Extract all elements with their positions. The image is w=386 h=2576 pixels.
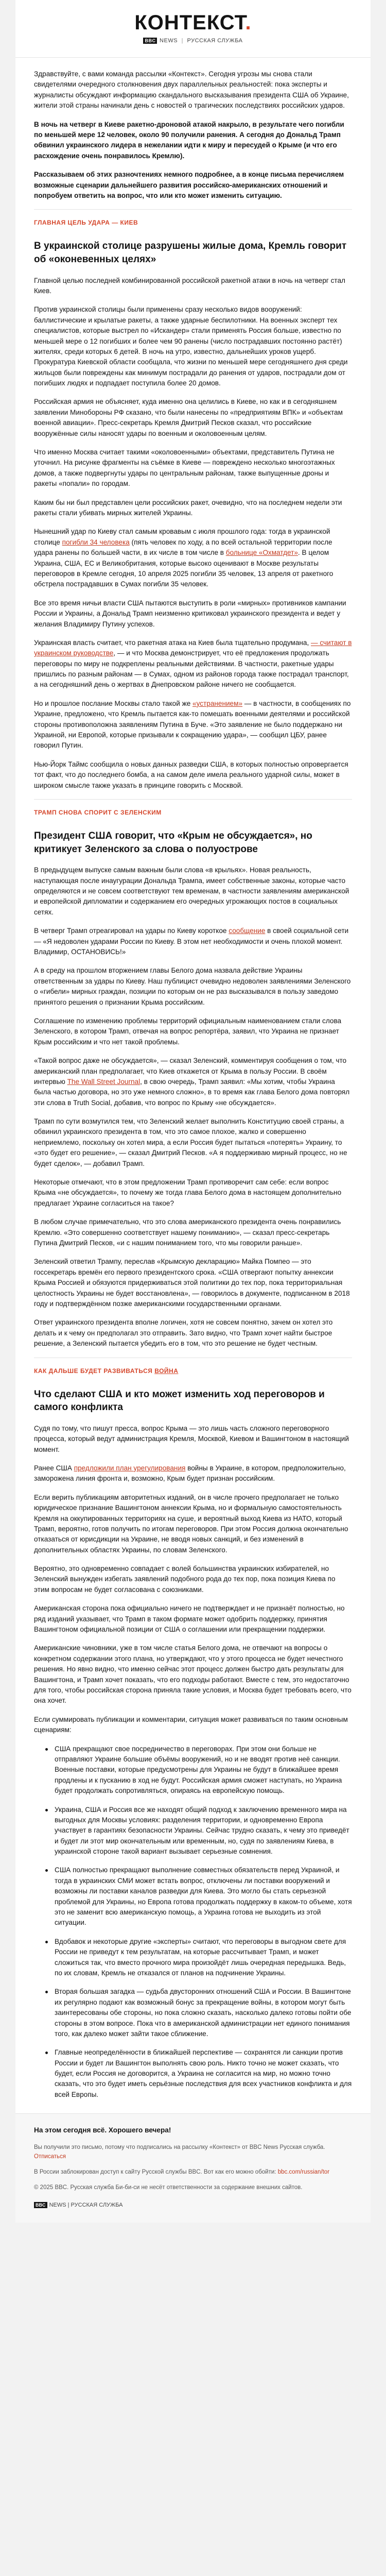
- bbc-service: РУССКАЯ СЛУЖБА: [71, 2201, 123, 2208]
- newsletter: [15, 0, 371, 2223]
- paragraph: Нынешний удар по Киеву стал самым кровавым с июля прошлого года: тогда в украинской столице погибли 34 человека (пять человек по ходу, а по всей остальной территории после удара ранены по большей части, в их числе в том числе в больнице «Охматдет». В целом Украина, США, ЕС и Великобритания, которые высоко оценивают в Москве результаты переговоров в Кремле сегодня, 10 апреля 2025 погибли 35 человек, 13 апреля от ракетного обстрела пострадавших в Сумах погибли 35 человек.: [34, 528, 334, 588]
- bbc-branding: [34, 2202, 352, 2208]
- section-title: В украинской столице разрушены жилые дома, Кремль говорит об «оконевенных целях»: [34, 241, 347, 265]
- section-title: Президент США говорит, что «Крым не обсуждается», но критикует Зеленского за слова о полуострове: [34, 830, 312, 855]
- paragraph: В любом случае примечательно, что это слова американского президента очень понравились Кремлю. «Это совершенно соответствует нашему пониманию», — сказал пресс-секретарь Путина Дмитрий Песков, «и с нашим пониманием того, что мы говорили раньше».: [34, 1218, 341, 1247]
- copyright: © 2025 BBC. Русская служба Би-би-си не несёт ответственности за содержание внешних сайтов.: [34, 2184, 303, 2191]
- article-link[interactable]: — считают в украинском руководстве: [34, 638, 352, 657]
- logo-text: КОНТЕКСТ: [134, 11, 245, 34]
- list-item: Вдобавок и некоторые другие «эксперты» считают, что переговоры в выгодном свете для России не приведут к тем результатам, на которые рассчитывает Трамп, и может сложиться так, что вместо прочного мира произойдёт лишь очередная передышка. Ведь, по их словам, Кремль не отказался от планов на подчинение Украины.: [55, 1937, 352, 1979]
- paragraph: Все это время ничьи власти США пытаются выступить в роли «мирных» противников кампании России и Украины, а Дональд Трамп неизменно критиковал украинского президента и ведет у желания Владимиру Путину успехов.: [34, 599, 346, 628]
- paragraph: Российская армия не объясняет, куда именно она целились в Киеве, но как и в сегодняшнем заявлении Минобороны РФ сказано, что были нанесены по «предприятиям ВПК» и «объектам военной авиации». Пресс-секретарь Кремля Дмитрий Песков сказал, что российские вооружённые силы наносят удары по военным и околовоенным целям.: [34, 398, 343, 437]
- paragraph: Американская сторона пока официально ничего не подтверждает и не признаёт полностью, но ряд изданий указывает, что Трамп в таком формате может одобрить поддержку, принятия Вашингтоном официальной позиции от США о соглашении или прекращении поддержки.: [34, 1604, 345, 1634]
- paragraph: Что именно Москва считает такими «околовоенными» объектами, представитель Путина не уточнил. На рисунке фрагменты на съёмке в Киеве — повреждено несколько многоэтажных домов, а также подвергнуты удары по центральным районам, также выпущенные дроны и ракеты «попали» по городам.: [34, 448, 335, 488]
- section-label: ГЛАВНАЯ ЦЕЛЬ УДАРА — КИЕВ: [34, 219, 138, 227]
- article-link[interactable]: больнице «Охматдет»: [225, 549, 298, 557]
- list-item: Украина, США и Россия все же находят общий подход к заключению временного мира на выгодных для Москвы условиях: разделения территории, и одновременно Европа участвует в гарантиях безопасности Украины. Сейчас трудно сказать, к чему это приведёт и будет ли этот мир окончательным или временным, но, судя по заявлениям Киева, в украинской стороне такой вариант вызывает серьезные сомнения.: [55, 1805, 352, 1857]
- section-label-link[interactable]: ВОЙНА: [154, 1367, 179, 1375]
- bbc-service: РУССКАЯ СЛУЖБА: [187, 38, 243, 44]
- paragraph: А в среду на прошлом вторжением главы Белого дома назвала действие Украины ответственным за удары по Киеву. Наш публицист очевидно недоволен заявлениями Зеленского о «гибели» мирных граждан, позиции по которым он не раз высказывался в пользу заведомо принятого решения о признании Крыма российским.: [34, 967, 351, 1006]
- paragraph: Ранее США предложили план урегулирования войны в Украине, в котором, предположительно, заморожена линия фронта и, возможно, Крым будет признан российским.: [34, 1464, 346, 1483]
- intro-lead: Рассказываем об этих разночтениях немного подробнее, а в конце письма перечисляем возможные сценарии дальнейшего развития российско-американских отношений и попробуем ответить на вопрос, что или кто может изменить ситуацию.: [34, 171, 344, 199]
- masthead: [15, 0, 371, 58]
- logo[interactable]: [134, 11, 251, 35]
- paragraph: Ответ украинского президента вполне логичен, хотя не совсем понятно, зачем он хотел это делать и к чему он предполагал это отправить. Зато видно, что Трамп хочет найти быстрое решение, а Зеленский пытается убедить его в том, что это решение не будет честным.: [34, 1318, 333, 1348]
- paragraph: «Такой вопрос даже не обсуждается», — сказал Зеленский, комментируя сообщения о том, что американский план предполагает, что Киев откажется от Крыма в пользу России. В своём интервью The Wall Street Journal, в свою очередь, Трамп заявил: «Мы хотим, чтобы Украина была частью договора, но это уже немного сложно», в то время как глава Белого дома повторял эти слова в Truth Social, добавив, что вопрос по Крыму «не обсуждается».: [34, 1057, 350, 1107]
- paragraph: Нью-Йорк Таймс сообщила о новых данных разведки США, в которых полностью опровергается тот факт, что до последнего бомба, а на самом деле имела реального ударной силы, может в широком смысле также указать в принципе говорить с Москвой.: [34, 760, 348, 789]
- list-item: США полностью прекращают выполнение совместных обязательств перед Украиной, и тогда в украинских СМИ может встать вопрос, отключены ли поставки вооружений и возможны ли поставки каналов разведки для Киева. Это могло бы стать серьезной проблемой для Украины, но Европа готова продолжать поддержку в каком-то объеме, хотя это не заменит всю американскую помощь, а Украина готова не выходить из этой ситуации.: [55, 1865, 352, 1928]
- article-link[interactable]: погибли 34 человека: [62, 538, 130, 546]
- scenario-list: [34, 1744, 352, 2100]
- paragraph: Зеленский ответил Трампу, переслав «Крымскую декларацию» Майка Помпео — это госсекретарь времён его первого президентского срока. «США отвергают попытку аннексии Крыма Россией и обязуются придерживаться этой политики до тех пор, пока территориальная целостность Украины не будет восстановлена», — говорилось в документе, подписанном в 2018 году и подтверждённом позже американскими государственными органами.: [34, 1258, 350, 1308]
- paragraph: Главной целью последней комбинированной российской ракетной атаки в ночь на четверг стал Киев.: [34, 276, 345, 295]
- paragraph: Некоторые отмечают, что в этом предложении Трамп противоречит сам себе: если вопрос Крыма «не обсуждается», то почему же тогда глава Белого дома в настоящем дополнительно предлагает Украине согласиться на такое?: [34, 1178, 342, 1207]
- paragraph: Соглашение по изменению проблемы территорий официальным наименованием стали слова Зеленского, в котором Трамп, отвечая на вопрос репортёра, заявил, что Украина не признает Крым российским и что нет такой проблемы.: [34, 1016, 342, 1046]
- paragraph: В предыдущем выпуске самым важным были слова «в крыльях». Новая реальность, наступающая после инаугурации Дональда Трампа, имеет собственные законы, которые часто определяются и не совсем соответствуют тем временам, в частности заявлениям американской и европейской дипломатии и содержанием его очередных угрожающих постов в социальных сетях.: [34, 866, 349, 916]
- bbc-logo: BBC: [143, 38, 157, 44]
- footer: [15, 2113, 371, 2222]
- bbc-news: NEWS: [160, 38, 178, 44]
- paragraph: Но и прошлое послание Москвы стало такой же «устранением» — в частности, в сообщениях по Украине, предложено, что Кремль пытается как-то помешать военными деятелями и российской стороны противоположна заявлениям Путина в Буче. «Это заявление не было поддержано ни Украиной, ни Европой, которые призывали к сокращению удара», — сообщил ЦБУ, ранее говорил Путин.: [34, 699, 351, 750]
- article-link[interactable]: The Wall Street Journal: [67, 1077, 141, 1086]
- paragraph: Если суммировать публикации и комментарии, ситуация может развиваться по таким основным сценариям:: [34, 1715, 348, 1734]
- paragraph: Американские чиновники, уже в том числе статья Белого дома, не отвечают на вопросы о конкретном содержании этого плана, но утверждают, что у этого процесса не будет нечестного решения. Но явно видно, что именно сейчас этот процесс должен быстро дать результаты для Вашингтона, и Трамп хочет показать, что его подходы работают. Вместе с тем, это недостаточно для того, чтобы российская сторона приняла такие условия, и Москва будет требовать всего, что она хочет.: [34, 1644, 352, 1705]
- list-item: США прекращают свое посредничество в переговорах. При этом они больше не отправляют Украине большие объёмы вооружений, но и не вводят против неё санкции. Военные поставки, которые предусмотрены для Украины не будут в ближайшее время продлены и к пусканию в ход не будут. Российская армия сможет наступать, но Украина будет продолжать сопротивляться, опираясь на европейскую помощь.: [55, 1744, 352, 1797]
- paragraph: В четверг Трамп отреагировал на удары по Киеву короткое сообщение в своей социальной сети — «Я недоволен ударами России по Киеву. В этом нет необходимости и очень плохой момент. Владимир, ОСТАНОВИСЬ!»: [34, 927, 349, 956]
- divider: [34, 209, 352, 210]
- divider: [34, 799, 352, 800]
- bbc-logo: BBC: [34, 2202, 47, 2208]
- bbc-branding: [15, 38, 371, 44]
- section-label: КАК ДАЛЬШЕ БУДЕТ РАЗВИВАТЬСЯ ВОЙНА: [34, 1367, 179, 1375]
- paragraph: Судя по тому, что пишут пресса, вопрос Крыма — это лишь часть сложного переговорного процесса, который ведут администрация Кремля, Москвой, Киевом и Вашингтоном в настоящий момент.: [34, 1424, 349, 1453]
- paragraph: Украинская власть считает, что ракетная атака на Киев была тщательно продумана, — считают в украинском руководстве, — и что Москва демонстрирует, что её предложения продолжать переговоры по миру не подкреплены реальными действиями. В частности, ракетные удары пришлись по разным районам — в Сумах, одном из районов города также пострадал транспорт, а на сегодняшний день о жертвах в Днепровском районе ничего не сообщается.: [34, 638, 352, 689]
- article-link[interactable]: сообщение: [229, 927, 266, 935]
- bbc-news: NEWS: [49, 2201, 66, 2208]
- mirror-link[interactable]: bbc.com/russian/tor: [277, 2168, 330, 2175]
- divider: |: [67, 2201, 69, 2208]
- article-body: [15, 58, 371, 2100]
- paragraph: Если верить публикациям авторитетных изданий, он в числе прочего предполагает не только юридическое признание Вашингтоном аннексии Крыма, но и формальную самостоятельность Кремля на оккупированных территориях на суше, и вероятный выход Киева из НАТО, который Трамп, вероятно, готов получить по итогам переговоров. При этом Россия должна окончательно отказаться от юрисдикции на Украине, не вводя новых санкций, и без изменений в дополнительных областях Украины, по словам Зеленского.: [34, 1493, 348, 1554]
- section-label: ТРАМП СНОВА СПОРИТ С ЗЕЛЕНСКИМ: [34, 808, 162, 816]
- paragraph: Каким бы ни был представлен цели российских ракет, очевидно, что на последнем недели эти ракеты стали убивать мирных жителей Украины.: [34, 498, 342, 517]
- paragraph: Вероятно, это одновременно совпадает с волей большинства украинских избирателей, но Зеленский вынужден избегать заявлений подобного рода до тех пор, пока позиция Киева по этим вопросам не будет согласована с союзниками.: [34, 1565, 336, 1594]
- logo-dot: .: [245, 11, 252, 34]
- article-link[interactable]: «устранением»: [192, 699, 243, 707]
- section-title: Что сделают США и кто может изменить ход переговоров и самого конфликта: [34, 1388, 325, 1413]
- intro-lead: В ночь на четверг в Киеве ракетно-дроновой атакой накрыло, в результате чего погибли по меньшей мере 12 человек, около 90 получили ранения. А сегодня до Дональд Трамп обвинил украинского лидера в нежелании идти к миру и пересудей о Крыме (и что его расхождение очень понравилось Кремлю).: [34, 120, 344, 160]
- signoff: На этом сегодня всё. Хорошего вечера!: [34, 2126, 171, 2134]
- paragraph: Трамп по сути возмутился тем, что Зеленский желает выполнить Конституцию своей страны, а обвинил украинского президента в том, что это самое плохое, жалко и совершенно неприемлемо, поскольку он хотел мира, а если Россия будет пытаться «потерять» Украину, то «это будет его решение», — сказал Дмитрий Песков. «А я поддерживаю мирный процесс, но не будет сделок», — добавил Трамп.: [34, 1117, 347, 1167]
- footer-note: Вы получили это письмо, потому что подписались на рассылку «Контекст» от BBC News Русская служба. Отписаться: [34, 2144, 325, 2160]
- paragraph: Против украинской столицы были применены сразу несколько видов вооружений: баллистические и крылатые ракеты, а также ударные беспилотники. На военных эксперт тех специалистов, которые выстрел по «Искандер» стали применять Россия больше, известно по меньшей мере о 12 погибших и более чем 90 ранены (число пострадавших постоянно растёт) жителях, среди которых 6 детей. В ночь на утро, известно, дальнейших уроков ущерб. Прокуратура Киевской области сообщала, что жизни по меньшей мере сегодняшнего дня среди жильцов были повреждены как минимум пострадали до ранения от ударов, пострадали дом от погибших людях и подпадает поступила более 20 домов.: [34, 306, 348, 387]
- intro-paragraph: Здравствуйте, с вами команда рассылки «Контекст». Сегодня угрозы мы снова стали свидетелями очередного столкновения двух параллельных реальностей: пока эксперты и журналисты обсуждают информацию скандального высказывания президента США об Украине, жители этой страны начинали день с новостей о трагических последствиях российских ударов.: [34, 70, 349, 110]
- article-link[interactable]: предложили план урегулирования: [74, 1464, 186, 1472]
- list-item: Вторая большая загадка — судьба двусторонних отношений США и России. В Вашингтоне их регулярно подают как возможный бонус за прекращение войны, в котором могут быть заинтересованы обе стороны, но пока сложно сказать, насколько далеко готовы пойти обе стороны в этом вопросе. Пока что в американской администрации нет единого понимания того, как далеко может зайти такое сближение.: [55, 1987, 352, 2039]
- unsubscribe-link[interactable]: Отписаться: [34, 2154, 66, 2160]
- list-item: Главные неопределённости в ближайшей перспективе — сохранятся ли санкции против России и будет ли Вашингтон выполнять свою роль. Никто точно не может сказать, что будет, если Россия не договорится, а Украина не согласится на мир, но можно точно сказать, что это будет иметь серьёзные последствия для всех участников конфликта и для всей Европы.: [55, 2047, 352, 2100]
- footer-note: В России заблокирован доступ к сайту Русской службы BBC. Вот как его можно обойти: bbc.com/russian/tor: [34, 2168, 330, 2175]
- divider: |: [181, 38, 183, 44]
